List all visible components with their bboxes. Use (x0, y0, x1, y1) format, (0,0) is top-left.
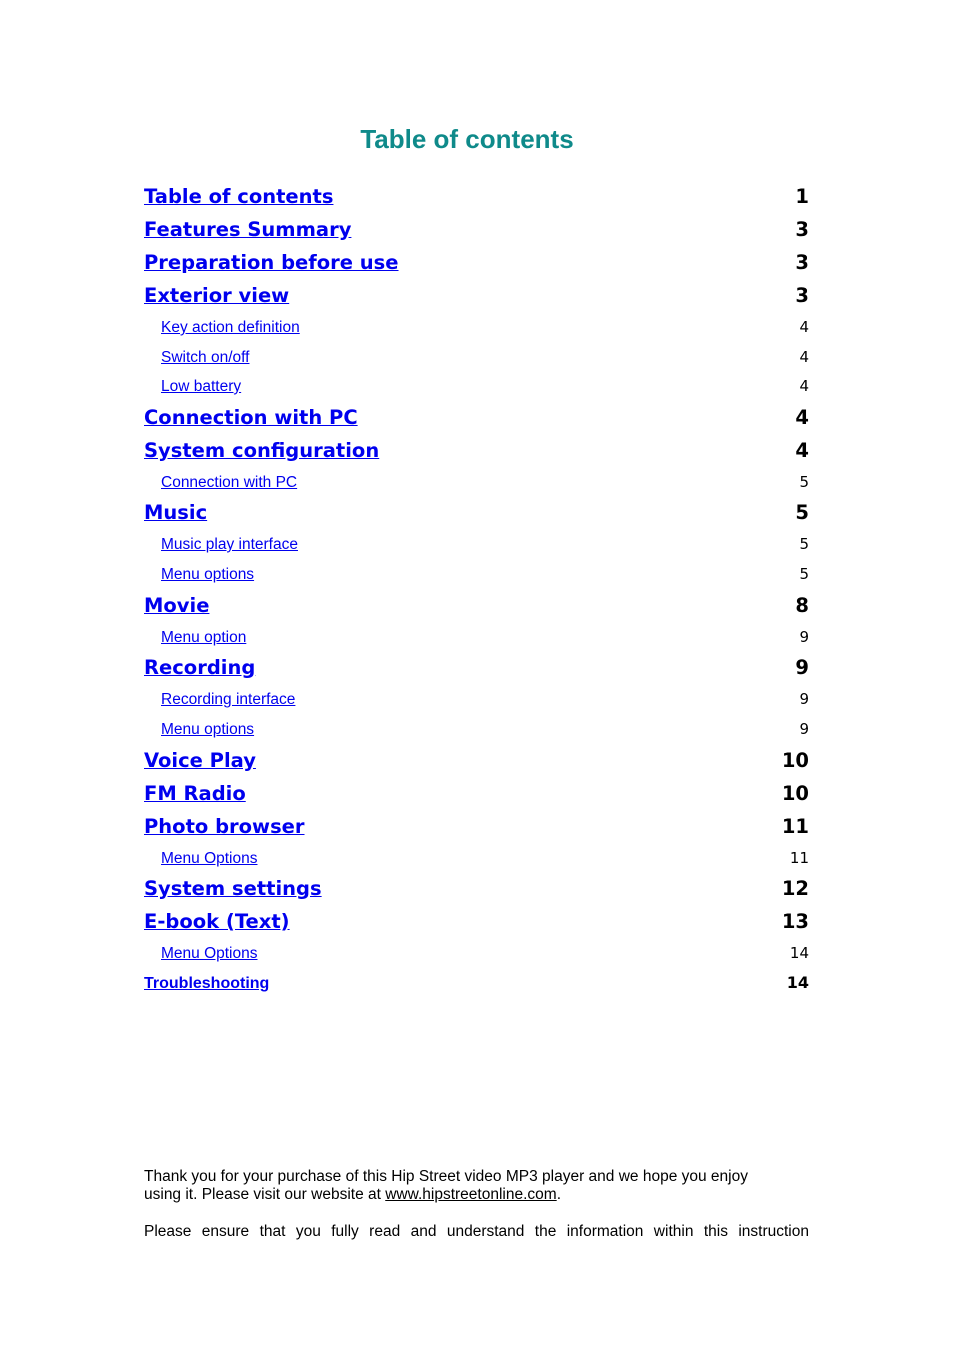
toc-link[interactable]: System settings (144, 877, 322, 900)
instruction-paragraph: Please ensure that you fully read and understand the information within this instruction (144, 1223, 809, 1240)
website-link[interactable]: www.hipstreetonline.com (385, 1186, 557, 1203)
toc-page-number: 1 (795, 185, 809, 208)
toc-page-number: 11 (789, 849, 809, 867)
intro-text: . (556, 1186, 561, 1203)
toc-link[interactable]: Recording interface (161, 691, 296, 708)
toc-entry (144, 218, 809, 241)
toc-entry (144, 284, 809, 307)
toc-entry (144, 439, 809, 462)
toc-subentry (144, 535, 809, 554)
toc-link[interactable]: Features Summary (144, 218, 352, 241)
toc-entry (144, 185, 809, 208)
toc-subentry (144, 318, 809, 337)
toc-page-number: 3 (795, 284, 809, 307)
toc-page-number: 5 (799, 535, 809, 553)
toc-page-number: 3 (795, 251, 809, 274)
toc-link[interactable]: Table of contents (144, 185, 334, 208)
toc-page-number: 5 (795, 501, 809, 524)
toc-page-number: 3 (795, 218, 809, 241)
toc-page-number: 14 (786, 973, 809, 992)
intro-line: Thank you for your purchase of this Hip Street video MP3 player and we hope you enjoy (144, 1168, 748, 1185)
toc-link[interactable]: FM Radio (144, 782, 246, 805)
toc-subentry (144, 944, 809, 963)
toc-subentry (144, 690, 809, 709)
toc-link[interactable]: Menu Options (161, 850, 258, 867)
toc-page-number: 4 (795, 406, 809, 429)
toc-entry (144, 594, 809, 617)
toc-link[interactable]: Exterior view (144, 284, 290, 307)
toc-page-number: 11 (781, 815, 809, 838)
toc-page-number: 4 (799, 348, 809, 366)
toc-link[interactable]: Music (144, 501, 208, 524)
toc-page-number: 9 (799, 690, 809, 708)
toc-entry (144, 656, 809, 679)
toc-entry (144, 501, 809, 524)
toc-page-number: 13 (781, 910, 809, 933)
toc-link[interactable]: E-book (Text) (144, 910, 290, 933)
toc-subentry (144, 348, 809, 367)
toc-link[interactable]: Menu Options (161, 945, 258, 962)
toc-page-number: 5 (799, 473, 809, 491)
toc-link[interactable]: Switch on/off (161, 349, 250, 366)
toc-link[interactable]: Photo browser (144, 815, 305, 838)
intro-paragraph (144, 1168, 809, 1204)
toc-subentry (144, 849, 809, 868)
toc-link[interactable]: Menu options (161, 566, 255, 583)
toc-entry (144, 782, 809, 805)
toc-link[interactable]: Recording (144, 656, 256, 679)
toc-entry (144, 877, 809, 900)
toc-entry (144, 406, 809, 429)
toc-entry (144, 910, 809, 933)
toc-subentry (144, 377, 809, 396)
toc-link[interactable]: Preparation before use (144, 251, 399, 274)
intro-line (144, 1186, 809, 1204)
toc-link[interactable]: Connection with PC (144, 406, 358, 429)
toc-entry (144, 749, 809, 772)
toc-page-number: 14 (789, 944, 809, 962)
toc-entry (144, 251, 809, 274)
toc-page-number: 4 (795, 439, 809, 462)
intro-text: using it. Please visit our website at (144, 1186, 386, 1203)
toc-page-number: 10 (781, 749, 809, 772)
toc-subentry (144, 565, 809, 584)
toc-link[interactable]: Low battery (161, 378, 242, 395)
toc-link[interactable]: System configuration (144, 439, 380, 462)
toc-entry (144, 973, 809, 993)
toc-page-number: 12 (781, 877, 809, 900)
toc-page-number: 10 (781, 782, 809, 805)
toc-link[interactable]: Voice Play (144, 749, 256, 772)
toc-link[interactable]: Connection with PC (161, 474, 298, 491)
toc-entry (144, 815, 809, 838)
toc-page-number: 4 (799, 318, 809, 336)
toc-page-number: 8 (795, 594, 809, 617)
toc-subentry (144, 720, 809, 739)
toc-link[interactable]: Menu options (161, 721, 255, 738)
toc-page-number: 9 (799, 720, 809, 738)
toc-link[interactable]: Music play interface (161, 536, 298, 553)
toc-page-number: 9 (799, 628, 809, 646)
toc-link[interactable]: Menu option (161, 629, 247, 646)
toc-page-number: 5 (799, 565, 809, 583)
toc-link[interactable]: Troubleshooting (144, 975, 270, 992)
toc-subentry (144, 628, 809, 647)
page-title: Table of contents (360, 124, 574, 154)
toc-link[interactable]: Key action definition (161, 319, 300, 336)
toc-page-number: 9 (795, 656, 809, 679)
toc-page-number: 4 (799, 377, 809, 395)
toc-link[interactable]: Movie (144, 594, 210, 617)
toc-subentry (144, 473, 809, 492)
